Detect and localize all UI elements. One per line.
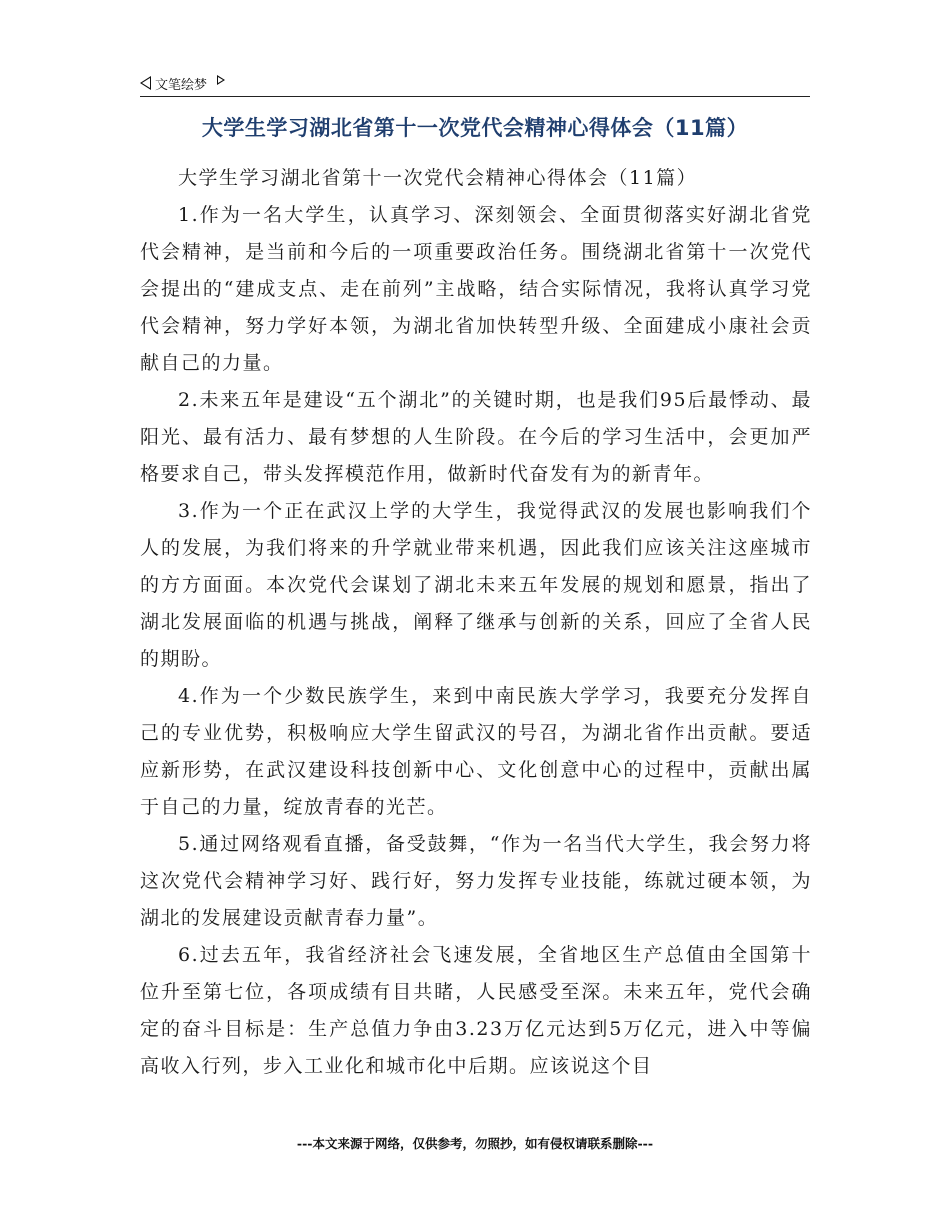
paragraph-4: 4.作为一个少数民族学生，来到中南民族大学学习，我要充分发挥自己的专业优势，积极响应大学生留武汉的号召，为湖北省作出贡献。要适应新形势，在武汉建设科技创新中心、文化创意中心的过程中，贡献出属于自己的力量，绽放青春的光芒。 [140,685,812,818]
paragraph-3: 3.作为一个正在武汉上学的大学生，我觉得武汉的发展也影响我们个人的发展，为我们将来的升学就业带来机遇，因此我们应该关注这座城市的方方面面。本次党代会谋划了湖北未来五年发展的规划和愿景，指出了湖北发展面临的机遇与挑战，阐释了继承与创新的关系，回应了全省人民的期盼。 [140,500,812,670]
paragraph-subtitle: 大学生学习湖北省第十一次党代会精神心得体会（11篇） [178,167,698,189]
paragraph-6: 6.过去五年，我省经济社会飞速发展，全省地区生产总值由全国第十位升至第七位，各项成绩有目共睹，人民感受至深。未来五年，党代会确定的奋斗目标是：生产总值力争由3.23万亿元达到5万亿元，进入中等偏高收入行列，步入工业化和城市化中后期。应该说这个目 [140,944,812,1077]
page-header [140,72,810,97]
footer-disclaimer: ---本文来源于网络，仅供参考，勿照抄，如有侵权请联系删除--- [296,1136,654,1151]
document-title: 大学生学习湖北省第十一次党代会精神心得体会（11篇） [201,116,749,140]
brand [140,72,225,94]
triangle-right-icon [217,75,225,85]
paragraph-1: 1.作为一名大学生，认真学习、深刻领会、全面贯彻落实好湖北省党代会精神，是当前和今后的一项重要政治任务。围绕湖北省第十一次党代会提出的“建成支点、走在前列”主战略，结合实际情况，我将认真学习党代会精神，努力学好本领，为湖北省加快转型升级、全面建成小康社会贡献自己的力量。 [140,204,812,374]
paragraph-2: 2.未来五年是建设“五个湖北”的关键时期，也是我们95后最悸动、最阳光、最有活力、最有梦想的人生阶段。在今后的学习生活中，会更加严格要求自己，带头发挥模范作用，做新时代奋发有为的新青年。 [140,389,812,485]
brand-name: 文笔绘梦 [155,77,208,93]
triangle-left-icon [140,76,151,90]
paragraph-5: 5.通过网络观看直播，备受鼓舞，“作为一名当代大学生，我会努力将这次党代会精神学习好、践行好，努力发挥专业技能，练就过硬本领，为湖北的发展建设贡献青春力量”。 [140,833,812,929]
document-body [140,160,812,1085]
